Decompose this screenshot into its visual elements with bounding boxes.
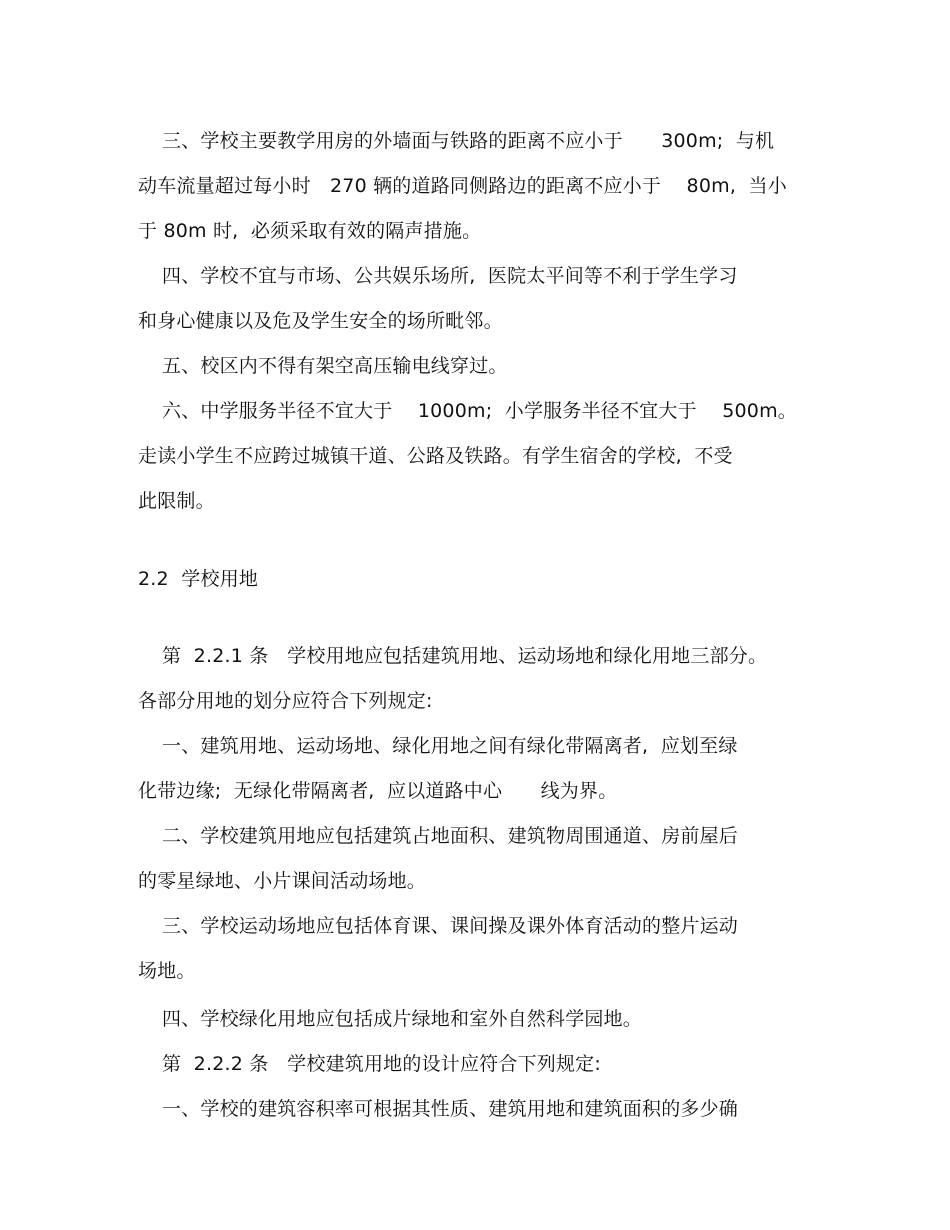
paragraph-line: 于 80m 时, 必须采取有效的隔声措施。 (138, 220, 482, 242)
section-heading: 2.2 学校用地 (138, 568, 259, 590)
paragraph-line: 四、学校不宜与市场、公共娱乐场所, 医院太平间等不利于学生学习 (162, 265, 738, 287)
paragraph-line: 三、学校主要教学用房的外墙面与铁路的距离不应小于 300m; 与机 (162, 130, 775, 152)
paragraph-line: 一、建筑用地、运动场地、绿化用地之间有绿化带隔离者, 应划至绿 (162, 735, 738, 757)
paragraph-line: 各部分用地的划分应符合下列规定: (138, 690, 433, 712)
paragraph-line: 走读小学生不应跨过城镇干道、公路及铁路。有学生宿舍的学校, 不受 (138, 445, 733, 467)
paragraph-line: 一、学校的建筑容积率可根据其性质、建筑用地和建筑面积的多少确 (162, 1098, 739, 1120)
paragraph-line: 第 2.2.1 条 学校用地应包括建筑用地、运动场地和绿化用地三部分。 (162, 645, 768, 667)
paragraph-line: 场地。 (138, 960, 196, 982)
paragraph-line: 二、学校建筑用地应包括建筑占地面积、建筑物周围通道、房前屋后 (162, 825, 739, 847)
paragraph-line: 第 2.2.2 条 学校建筑用地的设计应符合下列规定: (162, 1053, 601, 1075)
paragraph-line: 三、学校运动场地应包括体育课、课间操及课外体育活动的整片运动 (162, 915, 739, 937)
paragraph-line: 五、校区内不得有架空高压输电线穿过。 (162, 355, 508, 377)
paragraph-line: 四、学校绿化用地应包括成片绿地和室外自然科学园地。 (162, 1008, 643, 1030)
paragraph-line: 此限制。 (138, 490, 215, 512)
paragraph-line: 动车流量超过每小时 270 辆的道路同侧路边的距离不应小于 80m, 当小 (138, 175, 787, 197)
paragraph-line: 的零星绿地、小片课间活动场地。 (138, 870, 427, 892)
paragraph-line: 化带边缘; 无绿化带隔离者, 应以道路中心 线为界。 (138, 780, 618, 802)
paragraph-line: 六、中学服务半径不宜大于 1000m; 小学服务半径不宜大于 500m。 (162, 400, 797, 422)
paragraph-line: 和身心健康以及危及学生安全的场所毗邻。 (138, 310, 503, 332)
